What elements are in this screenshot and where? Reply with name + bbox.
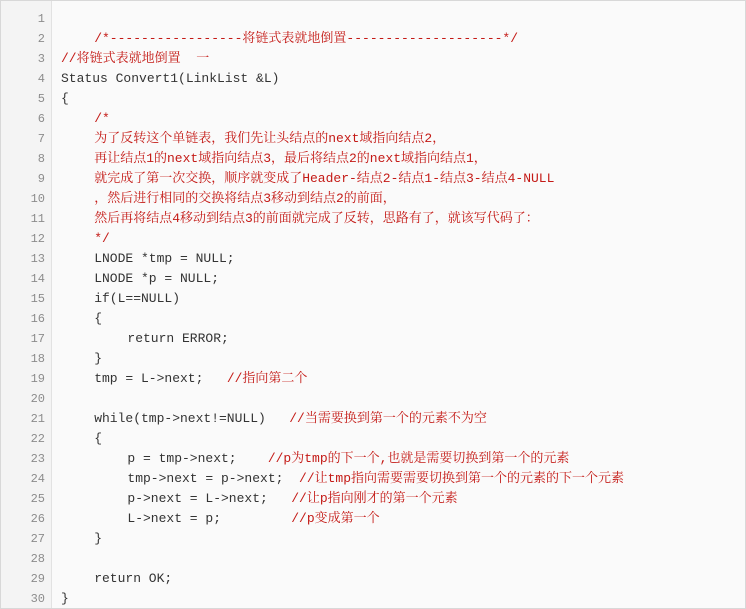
line-number: 10 <box>30 192 45 206</box>
code-text: /*-----------------将链式表就地倒置--------------------*/ <box>94 31 519 46</box>
code-text: LNODE *p = NULL; <box>94 271 220 286</box>
code-line <box>1 549 745 569</box>
code-line <box>1 449 745 469</box>
line-number: 2 <box>37 32 45 46</box>
code-text: ，然后进行相同的交换将结点3移动到结点2的前面， <box>94 191 396 206</box>
code-text: return ERROR; <box>127 331 229 346</box>
line-number: 9 <box>37 172 45 186</box>
code-text: //将链式表就地倒置 一 <box>61 51 210 66</box>
line-number: 26 <box>30 512 45 526</box>
code-line <box>1 589 745 609</box>
code-text: { <box>94 431 102 446</box>
line-number: 20 <box>30 392 45 406</box>
code-line <box>1 569 745 589</box>
code-line <box>1 149 745 169</box>
code-line <box>1 369 745 389</box>
line-number: 11 <box>30 212 45 226</box>
code-text: */ <box>94 231 110 246</box>
line-number: 29 <box>30 572 45 586</box>
code-line <box>1 69 745 89</box>
code-text: while(tmp->next!=NULL) //当需要换到第一个的元素不为空 <box>94 411 487 426</box>
code-text: Status Convert1(LinkList &L) <box>61 71 280 86</box>
code-line <box>1 229 745 249</box>
line-number: 24 <box>30 472 45 486</box>
line-number: 18 <box>30 352 45 366</box>
line-number: 1 <box>37 12 45 26</box>
code-line <box>1 89 745 109</box>
line-number: 4 <box>37 72 45 86</box>
line-number: 7 <box>37 132 45 146</box>
code-text: 然后再将结点4移动到结点3的前面就完成了反转，思路有了，就该写代码了： <box>94 211 539 226</box>
line-number: 23 <box>30 452 45 466</box>
line-number: 12 <box>30 232 45 246</box>
code-line <box>1 409 745 429</box>
code-line <box>1 129 745 149</box>
code-text: return OK; <box>94 571 173 586</box>
code-line <box>1 9 745 29</box>
code-line <box>1 249 745 269</box>
code-text: 就完成了第一次交换，顺序就变成了Header-结点2-结点1-结点3-结点4-NULL <box>94 171 555 186</box>
code-text: } <box>94 351 102 366</box>
code-text: 为了反转这个单链表，我们先让头结点的next域指向结点2， <box>94 131 446 146</box>
line-number: 17 <box>30 332 45 346</box>
line-number: 6 <box>37 112 45 126</box>
code-line <box>1 209 745 229</box>
code-line <box>1 49 745 69</box>
code-text: /* <box>94 111 110 126</box>
code-line <box>1 469 745 489</box>
code-line <box>1 329 745 349</box>
line-number: 15 <box>30 292 45 306</box>
code-line <box>1 169 745 189</box>
code-text: 再让结点1的next域指向结点3，最后将结点2的next域指向结点1， <box>94 151 487 166</box>
code-line <box>1 389 745 409</box>
line-number: 8 <box>37 152 45 166</box>
code-line <box>1 189 745 209</box>
code-text: L->next = p; //p变成第一个 <box>127 511 380 526</box>
code-line <box>1 29 745 49</box>
code-line <box>1 429 745 449</box>
line-number: 14 <box>30 272 45 286</box>
code-line <box>1 309 745 329</box>
code-text: { <box>94 311 102 326</box>
line-number: 13 <box>30 252 45 266</box>
line-number: 19 <box>30 372 45 386</box>
code-line <box>1 509 745 529</box>
code-text: { <box>61 91 69 106</box>
code-text: tmp = L->next; //指向第二个 <box>94 371 308 386</box>
code-text: tmp->next = p->next; //让tmp指向需要需要切换到第一个的元素的下一个元素 <box>127 471 625 486</box>
code-text: } <box>94 531 102 546</box>
code-line <box>1 529 745 549</box>
code-text: p->next = L->next; //让p指向刚才的第一个元素 <box>127 491 458 506</box>
code-text: LNODE *tmp = NULL; <box>94 251 235 266</box>
line-number: 30 <box>30 592 45 606</box>
code-text: p = tmp->next; //p为tmp的下一个,也就是需要切换到第一个的元素 <box>127 451 570 466</box>
code-line <box>1 109 745 129</box>
line-number: 22 <box>30 432 45 446</box>
line-number: 21 <box>30 412 45 426</box>
code-area[interactable] <box>1 1 745 609</box>
code-line <box>1 349 745 369</box>
code-line <box>1 269 745 289</box>
code-line <box>1 289 745 309</box>
code-text: } <box>61 591 69 606</box>
line-number: 25 <box>30 492 45 506</box>
line-number: 5 <box>37 92 45 106</box>
line-number: 27 <box>30 532 45 546</box>
line-number: 3 <box>37 52 45 66</box>
code-line <box>1 489 745 509</box>
line-number: 28 <box>30 552 45 566</box>
code-text: if(L==NULL) <box>94 291 181 306</box>
line-number: 16 <box>30 312 45 326</box>
